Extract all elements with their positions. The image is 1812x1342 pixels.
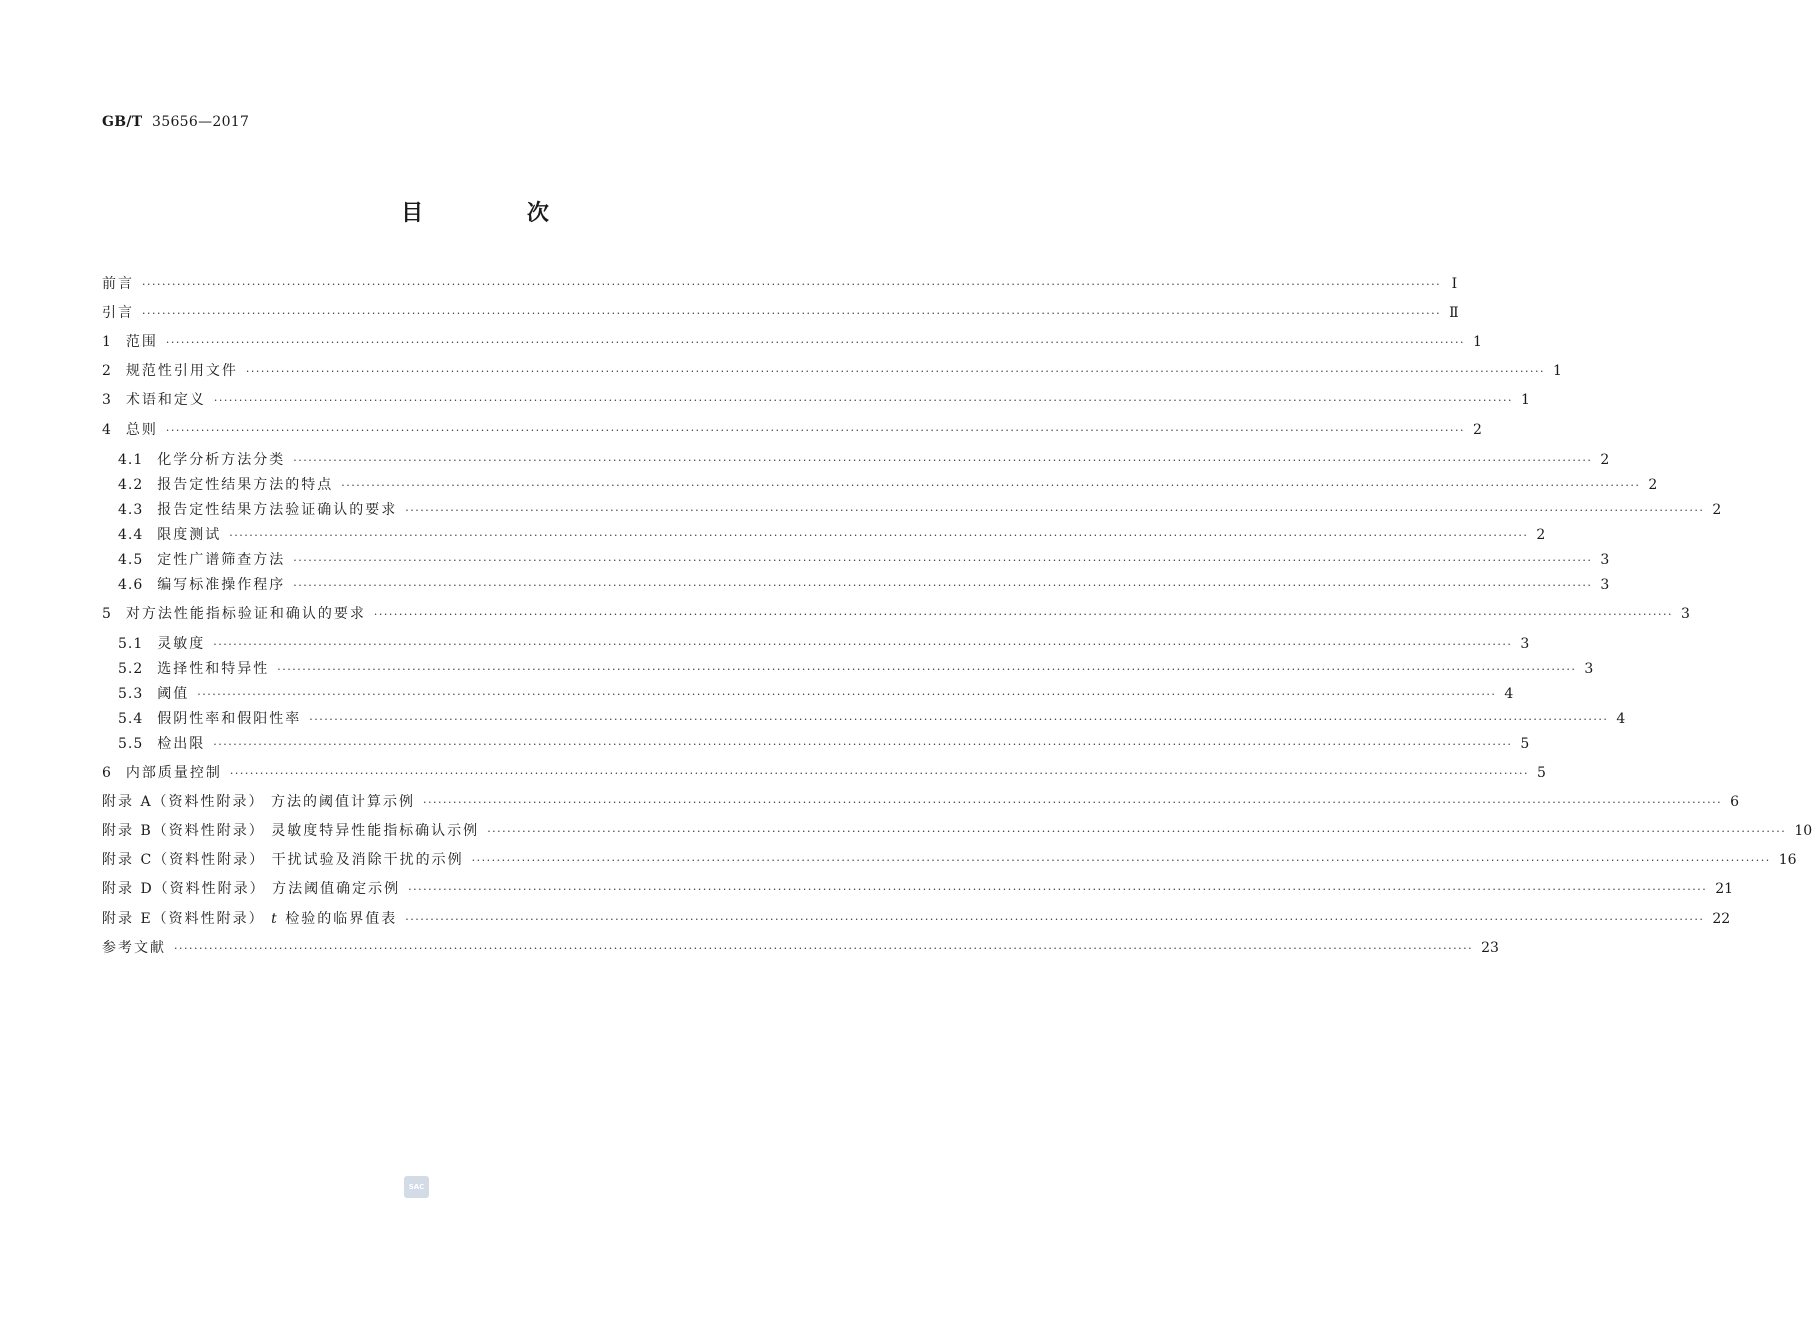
toc-leader-dots: ···································································································································································································································································· xyxy=(213,638,1513,651)
toc-leader-dots: ···································································································································································································································································· xyxy=(197,688,1497,701)
toc-entry-page: 21 xyxy=(1715,881,1734,897)
toc-entry-page: 4 xyxy=(1504,686,1514,702)
toc-entry-page: 1 xyxy=(1553,363,1562,379)
toc-leader-dots: ···································································································································································································································································· xyxy=(277,663,1577,676)
toc-entry[interactable] xyxy=(102,763,1546,783)
toc-entry-number: 4.4 xyxy=(118,527,144,543)
toc-entry-page: 3 xyxy=(1600,552,1610,568)
toc-entry-label xyxy=(126,420,158,440)
toc-entry-label-text: 引言 xyxy=(102,305,134,321)
toc-leader-dots: ···································································································································································································································································· xyxy=(341,479,1641,492)
toc-entry-label-text: 灵敏度 xyxy=(157,636,206,652)
toc-entry[interactable] xyxy=(118,575,1610,595)
toc-entry-page: 1 xyxy=(1473,334,1482,350)
toc-entry-label-text: 附录 A（资料性附录） 方法的阈值计算示例 xyxy=(102,794,416,810)
toc-entry-label-text: 化学分析方法分类 xyxy=(157,452,286,468)
toc-entry[interactable] xyxy=(102,332,1482,352)
toc-entry[interactable] xyxy=(118,659,1594,679)
toc-entry-label xyxy=(102,274,134,294)
toc-entry[interactable] xyxy=(118,709,1626,729)
toc-entry-label-text: 选择性和特异性 xyxy=(157,661,270,677)
toc-leader-dots: ···································································································································································································································································· xyxy=(174,942,1474,955)
page-title: 目 次 xyxy=(401,201,597,226)
toc-entry-number: 5 xyxy=(102,606,112,622)
toc-entry-number: 4.6 xyxy=(118,577,144,593)
toc-entry[interactable] xyxy=(118,734,1530,754)
toc-leader-dots: ···································································································································································································································································· xyxy=(405,504,1705,517)
toc-entry[interactable] xyxy=(102,821,1812,841)
toc-entry-number: 5.5 xyxy=(118,736,144,752)
toc-leader-dots: ···································································································································································································································································· xyxy=(293,454,1593,467)
toc-leader-dots: ···································································································································································································································································· xyxy=(309,713,1609,726)
toc-entry[interactable] xyxy=(118,500,1722,520)
toc-leader-dots: ···································································································································································································································································· xyxy=(142,278,1442,291)
toc-entry-page: 2 xyxy=(1473,422,1482,438)
sac-watermark-logo: SAC xyxy=(404,1176,429,1198)
toc-entry-page: 10 xyxy=(1794,823,1812,839)
toc-entry-label xyxy=(102,938,166,958)
toc-leader-dots: ···································································································································································································································································· xyxy=(213,738,1513,751)
toc-entry-number: 5.4 xyxy=(118,711,144,727)
toc-entry-page: 2 xyxy=(1536,527,1546,543)
toc-entry-label-text: 报告定性结果方法验证确认的要求 xyxy=(157,502,398,518)
toc-entry-number: 4 xyxy=(102,422,112,438)
toc-entry-label-text: 定性广谱筛查方法 xyxy=(157,552,286,568)
toc-leader-dots: ···································································································································································································································································· xyxy=(142,307,1442,320)
toc-entry-number: 5.1 xyxy=(118,636,144,652)
toc-entry-label-text: 对方法性能指标验证和确认的要求 xyxy=(125,606,366,622)
toc-entry[interactable] xyxy=(102,361,1562,381)
toc-entry-number: 4.2 xyxy=(118,477,144,493)
toc-entry-number: 1 xyxy=(102,334,112,350)
toc-entry-label xyxy=(157,525,221,545)
toc-entry-label xyxy=(157,634,205,654)
toc-entry[interactable] xyxy=(118,475,1658,495)
toc-entry-label xyxy=(157,684,189,704)
toc-entry-number: 5.2 xyxy=(118,661,144,677)
toc-entry[interactable] xyxy=(102,274,1458,294)
toc-entry-page: 4 xyxy=(1616,711,1626,727)
toc-entry-label xyxy=(126,763,222,783)
toc-entry[interactable] xyxy=(118,525,1546,545)
toc-entry-label-text: 总则 xyxy=(125,422,158,438)
toc-entry-label-text: 前言 xyxy=(102,276,134,292)
toc-leader-dots: ···································································································································································································································································· xyxy=(487,825,1787,838)
toc-entry-label-text: 编写标准操作程序 xyxy=(157,577,286,593)
toc-entry-label-text: 附录 C（资料性附录） 干扰试验及消除干扰的示例 xyxy=(102,852,464,868)
toc-entry-label-text: 内部质量控制 xyxy=(125,765,222,781)
toc-entry[interactable] xyxy=(102,938,1499,958)
toc-entry-number: 4.5 xyxy=(118,552,144,568)
toc-entry-label-text: 参考文献 xyxy=(102,940,166,956)
toc-entry-label-tail: 检验的临界值表 xyxy=(278,911,398,927)
toc-entry-label-text: 附录 B（资料性附录） 灵敏度特异性能指标确认示例 xyxy=(102,823,480,839)
toc-entry-page: 23 xyxy=(1481,940,1499,956)
toc-entry-page: 1 xyxy=(1521,392,1530,408)
toc-entry-label-text: 术语和定义 xyxy=(125,392,206,408)
toc-entry-label xyxy=(126,332,158,352)
toc-entry-number: 6 xyxy=(102,765,112,781)
toc-entry-number: 4.3 xyxy=(118,502,144,518)
toc-entry-label xyxy=(102,879,400,899)
toc-entry-label xyxy=(102,909,397,929)
toc-entry[interactable] xyxy=(102,909,1731,929)
toc-entry[interactable] xyxy=(102,303,1459,323)
toc-entry-number: 2 xyxy=(102,363,112,379)
toc-entry-label xyxy=(102,850,464,870)
toc-leader-dots: ···································································································································································································································································· xyxy=(229,767,1530,780)
toc-entry-page: 5 xyxy=(1520,736,1530,752)
toc-entry-label-text: 报告定性结果方法的特点 xyxy=(157,477,334,493)
toc-entry-page: 3 xyxy=(1600,577,1610,593)
standard-prefix: GB/T xyxy=(102,114,143,130)
toc-entry-label-text: 范围 xyxy=(125,334,158,350)
toc-entry-label-text: 假阴性率和假阳性率 xyxy=(157,711,302,727)
toc-entry-label xyxy=(157,709,301,729)
toc-leader-dots: ···································································································································································································································································· xyxy=(293,554,1593,567)
toc-entry-label xyxy=(157,475,333,495)
toc-entry-page: Ⅱ xyxy=(1449,305,1459,321)
toc-entry-label-text: 阈值 xyxy=(157,686,190,702)
toc-entry-number: 5.3 xyxy=(118,686,144,702)
toc-entry[interactable] xyxy=(102,879,1734,899)
toc-leader-dots: ···································································································································································································································································· xyxy=(213,394,1514,407)
toc-entry[interactable] xyxy=(118,634,1530,654)
toc-entry-page: 2 xyxy=(1712,502,1722,518)
toc-leader-dots: ···································································································································································································································································· xyxy=(405,913,1705,926)
toc-entry-page: Ⅰ xyxy=(1451,276,1458,292)
table-of-contents xyxy=(102,0,1812,1000)
toc-entry[interactable] xyxy=(118,550,1610,570)
toc-leader-dots: ···································································································································································································································································· xyxy=(165,336,1466,349)
toc-entry[interactable] xyxy=(118,450,1610,470)
toc-entry-page: 2 xyxy=(1648,477,1658,493)
toc-leader-dots: ···································································································································································································································································· xyxy=(165,424,1466,437)
toc-entry-label-text: 规范性引用文件 xyxy=(125,363,238,379)
toc-entry-label xyxy=(102,792,415,812)
toc-leader-dots: ···································································································································································································································································· xyxy=(293,579,1593,592)
toc-leader-dots: ···································································································································································································································································· xyxy=(423,796,1723,809)
toc-entry-label xyxy=(126,390,206,410)
toc-entry[interactable] xyxy=(102,792,1740,812)
toc-entry-label-text: 附录 D（资料性附录） 方法阈值确定示例 xyxy=(102,881,401,897)
toc-leader-dots: ···································································································································································································································································· xyxy=(229,529,1529,542)
toc-leader-dots: ···································································································································································································································································· xyxy=(471,854,1771,867)
standard-number: 35656—2017 xyxy=(152,114,250,130)
toc-leader-dots: ···································································································································································································································································· xyxy=(373,608,1674,621)
toc-entry-label xyxy=(102,821,479,841)
toc-entry-page: 3 xyxy=(1584,661,1594,677)
toc-leader-dots: ···································································································································································································································································· xyxy=(408,883,1708,896)
toc-entry-page: 5 xyxy=(1537,765,1546,781)
toc-entry-label xyxy=(157,500,397,520)
toc-leader-dots: ···································································································································································································································································· xyxy=(245,365,1546,378)
toc-entry-label xyxy=(126,604,366,624)
toc-entry[interactable] xyxy=(102,420,1482,440)
toc-entry-label xyxy=(102,303,134,323)
toc-entry-page: 3 xyxy=(1681,606,1690,622)
toc-entry[interactable] xyxy=(102,390,1530,410)
toc-entry-label xyxy=(157,734,205,754)
toc-entry-label-text: 附录 E（资料性附录） xyxy=(102,911,265,927)
toc-entry[interactable] xyxy=(102,850,1797,870)
toc-entry-label xyxy=(157,450,285,470)
toc-entry-label xyxy=(157,659,269,679)
toc-entry-label-text: 检出限 xyxy=(157,736,206,752)
toc-entry-page: 22 xyxy=(1712,911,1731,927)
toc-entry-page: 2 xyxy=(1600,452,1610,468)
toc-entry[interactable] xyxy=(118,684,1514,704)
toc-entry[interactable] xyxy=(102,604,1690,624)
toc-entry-number: 3 xyxy=(102,392,112,408)
toc-entry-label xyxy=(157,550,285,570)
toc-entry-label-text: 限度测试 xyxy=(157,527,222,543)
toc-entry-page: 3 xyxy=(1520,636,1530,652)
toc-entry-label-italic: t xyxy=(271,911,279,927)
toc-entry-page: 6 xyxy=(1730,794,1740,810)
toc-entry-number: 4.1 xyxy=(118,452,144,468)
toc-entry-label xyxy=(126,361,238,381)
toc-entry-page: 16 xyxy=(1778,852,1797,868)
toc-entry-label xyxy=(157,575,285,595)
